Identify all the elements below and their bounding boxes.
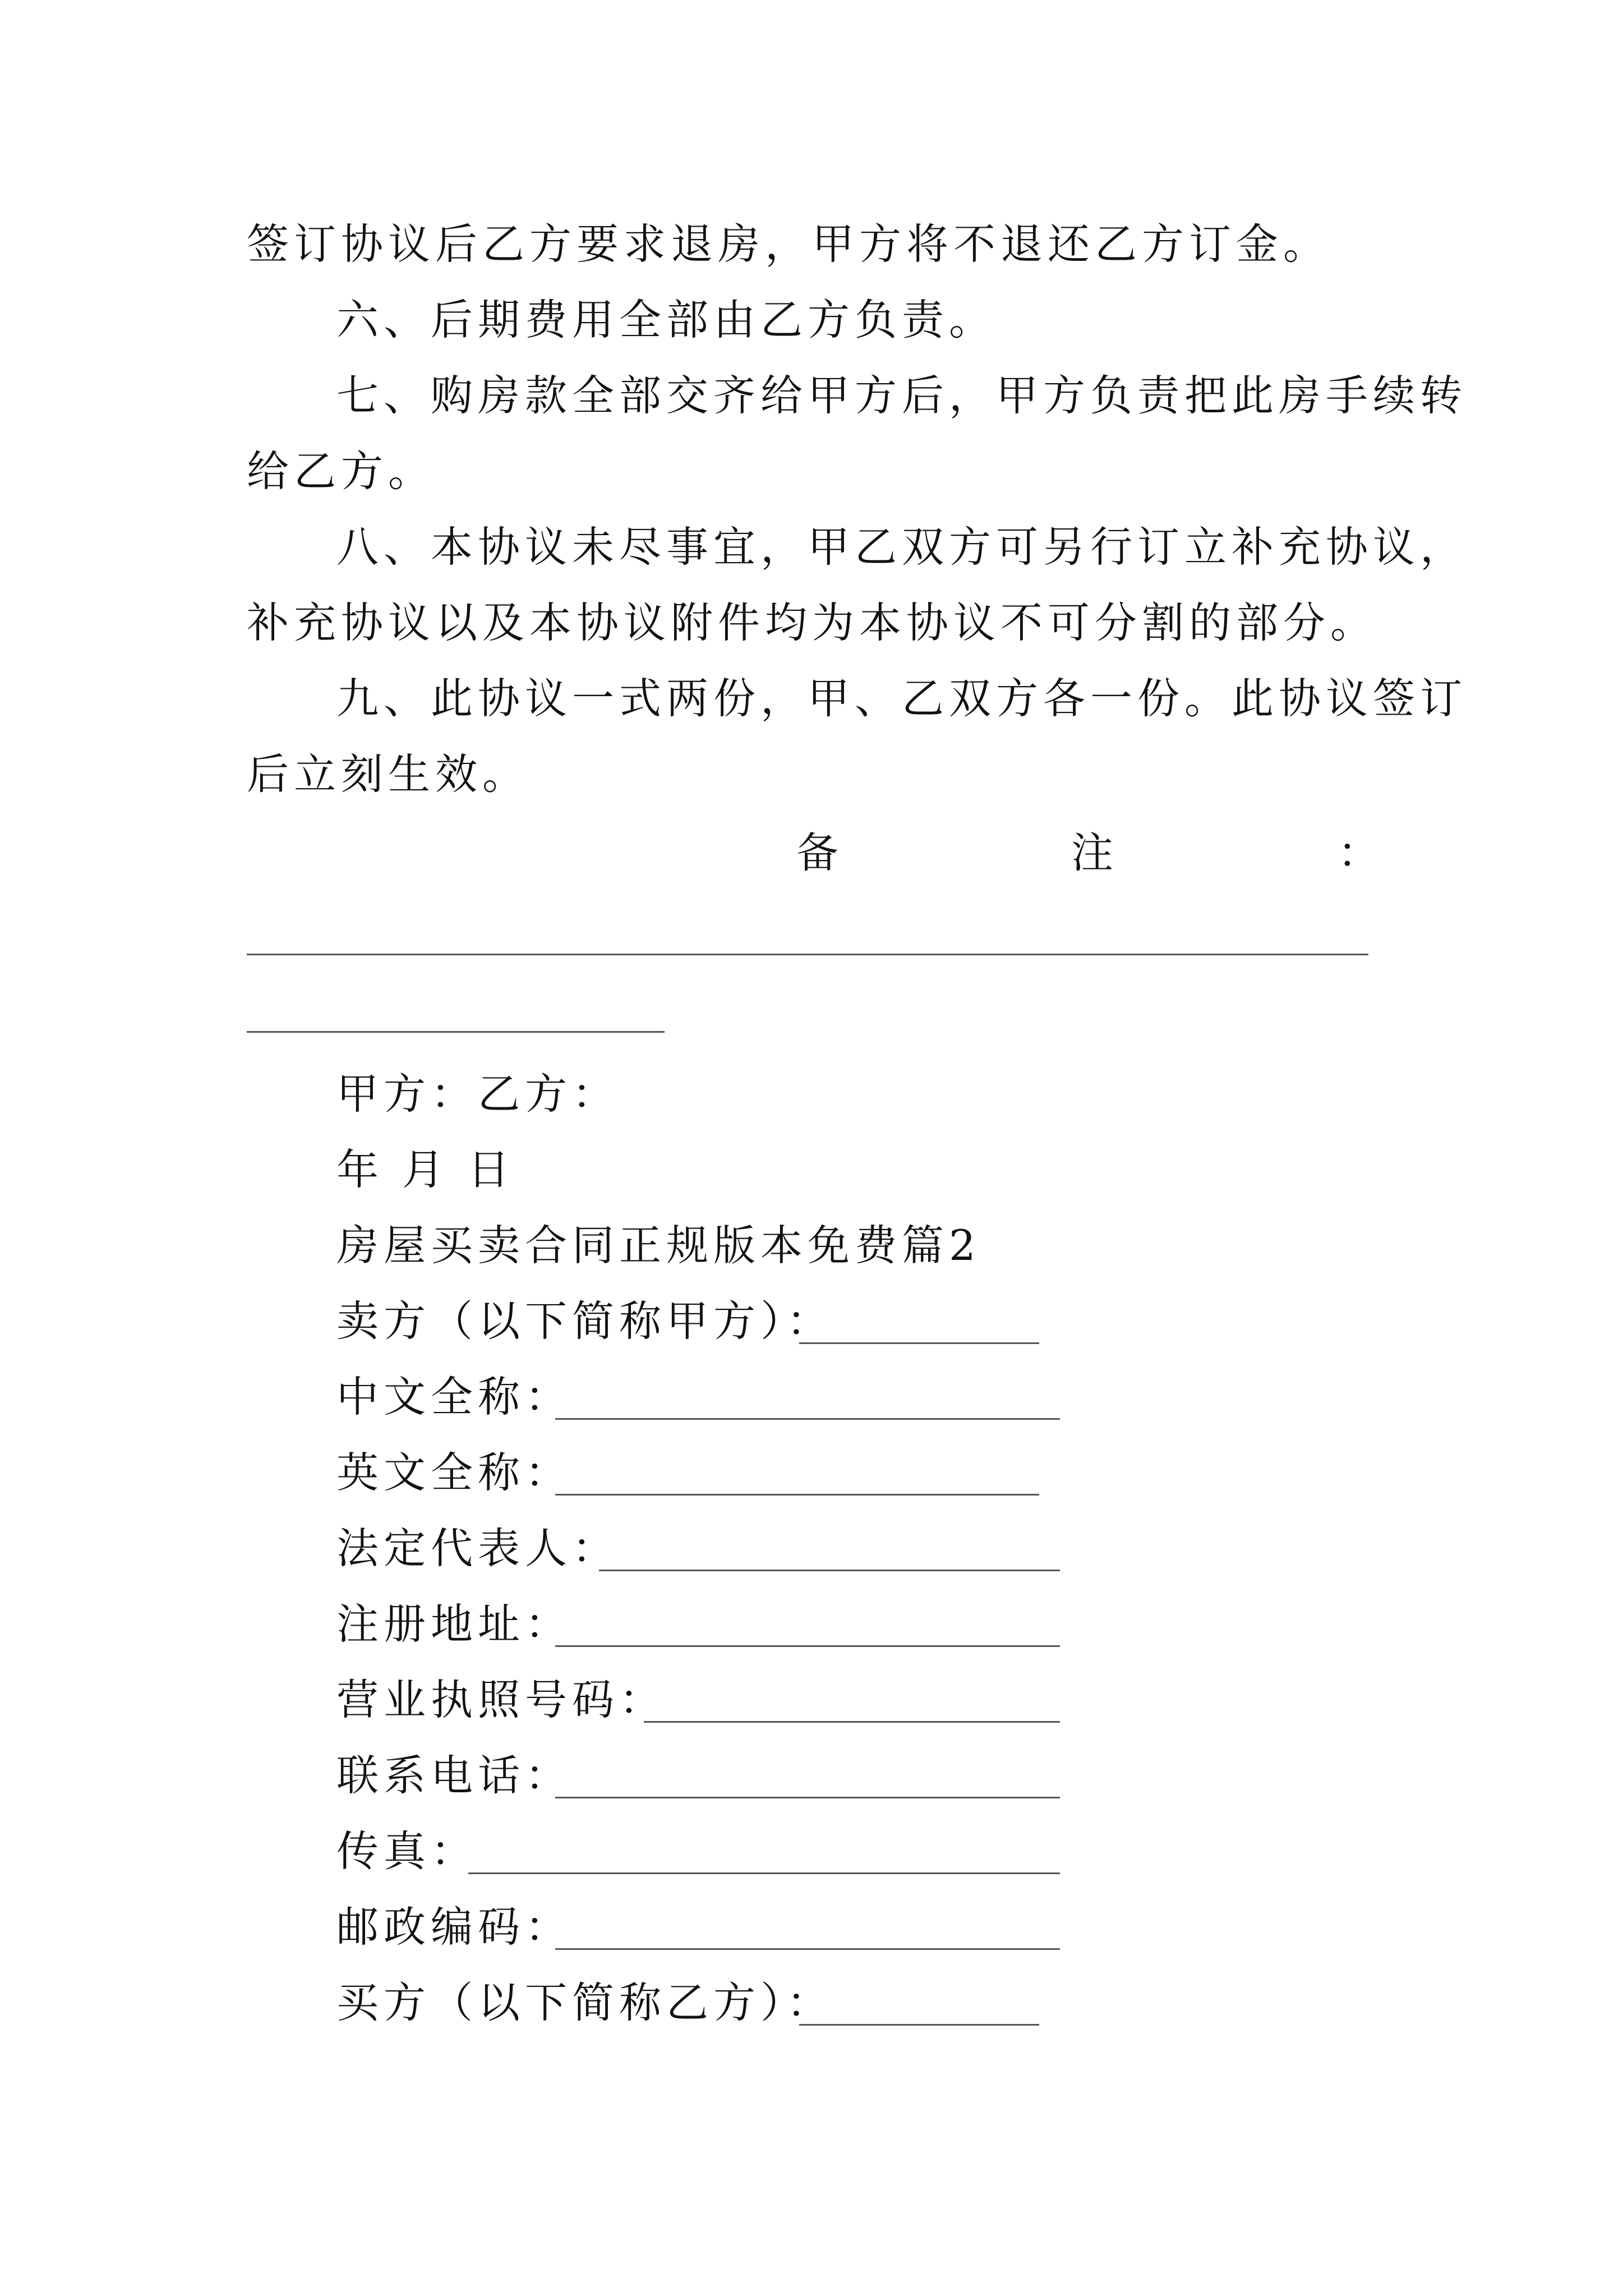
remarks-label-char-1: 备 (796, 828, 839, 877)
paragraph-clause-9-line1: 九、此协议一式两份，甲、乙双方各一份。此协议签订 (336, 674, 1468, 723)
chinese-name-blank (555, 1418, 1060, 1420)
english-name-label: 英文全称： (336, 1448, 573, 1497)
signature-parties: 甲方：乙方： (336, 1069, 620, 1119)
fax-blank (468, 1872, 1060, 1874)
license-no-blank (644, 1721, 1060, 1723)
paragraph-clause-9-line2: 后立刻生效。 (247, 749, 530, 799)
paragraph-clause-8-line2: 补充协议以及本协议附件均为本协议不可分割的部分。 (247, 598, 1378, 647)
english-name-blank (555, 1494, 1039, 1496)
phone-blank (555, 1797, 1060, 1798)
buyer-blank (799, 2024, 1039, 2026)
seller-label: 卖方（以下简称甲方）： (336, 1296, 834, 1346)
paragraph-clause-6: 六、后期费用全部由乙方负责。 (336, 295, 997, 344)
postal-code-blank (555, 1948, 1060, 1950)
remarks-label-colon: ： (1338, 828, 1380, 877)
legal-rep-blank (599, 1570, 1060, 1571)
buyer-label: 买方（以下简称乙方）： (336, 1978, 834, 2027)
fax-label: 传真： (336, 1826, 478, 1876)
chinese-name-label: 中文全称： (336, 1372, 573, 1421)
section-title: 房屋买卖合同正规版本免费篇2 (336, 1221, 981, 1270)
seller-blank (799, 1342, 1039, 1344)
remarks-label-char-2: 注 (1071, 828, 1114, 877)
license-no-label: 营业执照号码： (336, 1675, 667, 1724)
remarks-blank-line-2 (247, 1031, 665, 1033)
reg-address-label: 注册地址： (336, 1599, 573, 1649)
paragraph-clause-7-line1: 七、购房款全部交齐给甲方后，甲方负责把此房手续转 (336, 371, 1468, 420)
paragraph-clause-8-line1: 八、本协议未尽事宜，甲乙双方可另行订立补充协议， (336, 522, 1468, 572)
signature-date: 年 月 日 (336, 1145, 515, 1194)
paragraph-clause-7-line2: 给乙方。 (247, 447, 436, 496)
remarks-blank-line-1 (247, 954, 1368, 955)
reg-address-blank (555, 1645, 1060, 1647)
phone-label: 联系电话： (336, 1751, 573, 1800)
paragraph-deposit-clause: 签订协议后乙方要求退房，甲方将不退还乙方订金。 (247, 219, 1331, 269)
postal-code-label: 邮政编码： (336, 1902, 573, 1952)
legal-rep-label: 法定代表人： (336, 1524, 620, 1573)
